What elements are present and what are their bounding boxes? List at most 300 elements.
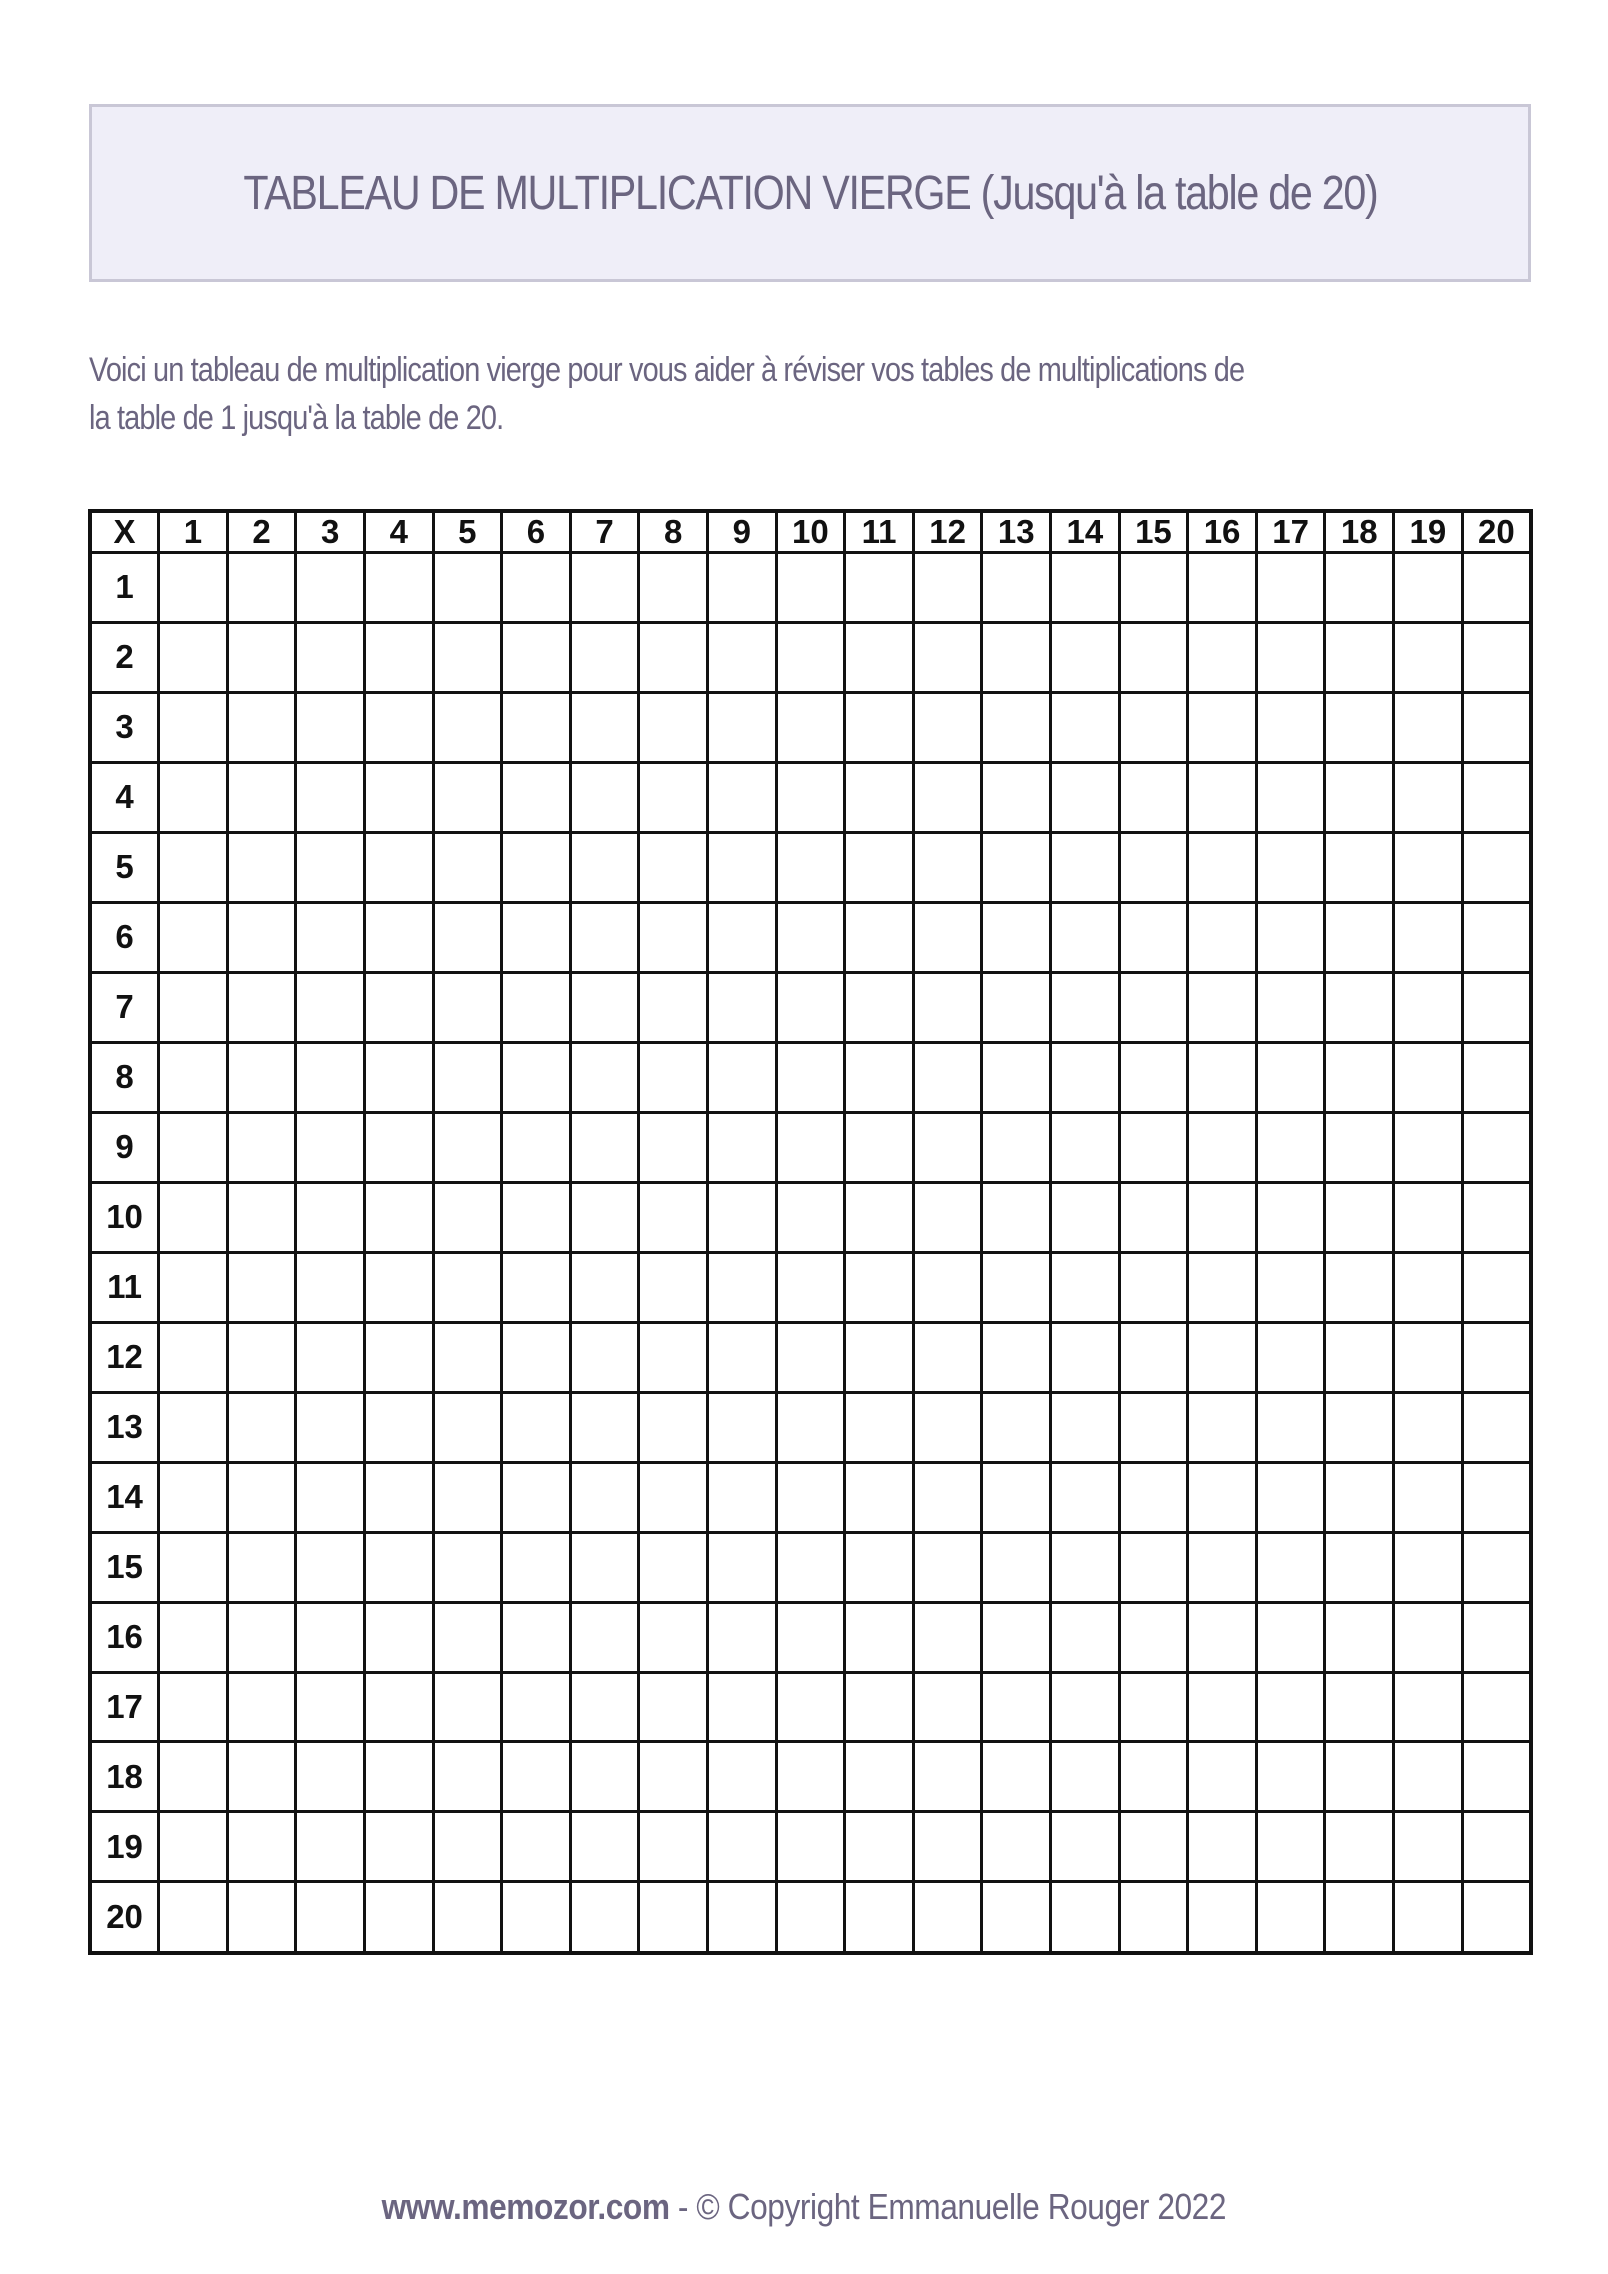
answer-cell[interactable] <box>570 553 639 623</box>
answer-cell[interactable] <box>433 1532 502 1602</box>
answer-cell[interactable] <box>913 1182 982 1252</box>
answer-cell[interactable] <box>227 622 296 692</box>
answer-cell[interactable] <box>776 1812 845 1882</box>
answer-cell[interactable] <box>982 553 1051 623</box>
answer-cell[interactable] <box>913 1602 982 1672</box>
answer-cell[interactable] <box>1462 1462 1531 1532</box>
answer-cell[interactable] <box>707 1042 776 1112</box>
answer-cell[interactable] <box>982 692 1051 762</box>
answer-cell[interactable] <box>296 832 365 902</box>
answer-cell[interactable] <box>845 1042 914 1112</box>
answer-cell[interactable] <box>1188 1602 1257 1672</box>
answer-cell[interactable] <box>159 762 228 832</box>
answer-cell[interactable] <box>296 1812 365 1882</box>
answer-cell[interactable] <box>433 1182 502 1252</box>
answer-cell[interactable] <box>1256 1812 1325 1882</box>
answer-cell[interactable] <box>364 1532 433 1602</box>
answer-cell[interactable] <box>845 762 914 832</box>
answer-cell[interactable] <box>570 1882 639 1953</box>
answer-cell[interactable] <box>1325 622 1394 692</box>
answer-cell[interactable] <box>707 1532 776 1602</box>
answer-cell[interactable] <box>502 1882 571 1953</box>
answer-cell[interactable] <box>296 553 365 623</box>
answer-cell[interactable] <box>913 972 982 1042</box>
answer-cell[interactable] <box>1188 1532 1257 1602</box>
answer-cell[interactable] <box>845 692 914 762</box>
answer-cell[interactable] <box>1256 1602 1325 1672</box>
answer-cell[interactable] <box>982 1462 1051 1532</box>
answer-cell[interactable] <box>707 1882 776 1953</box>
answer-cell[interactable] <box>982 1672 1051 1742</box>
answer-cell[interactable] <box>1394 762 1463 832</box>
answer-cell[interactable] <box>913 1882 982 1953</box>
answer-cell[interactable] <box>502 1392 571 1462</box>
answer-cell[interactable] <box>1051 972 1120 1042</box>
answer-cell[interactable] <box>433 1672 502 1742</box>
answer-cell[interactable] <box>1325 972 1394 1042</box>
answer-cell[interactable] <box>982 1882 1051 1953</box>
answer-cell[interactable] <box>1051 832 1120 902</box>
answer-cell[interactable] <box>1119 1182 1188 1252</box>
answer-cell[interactable] <box>1325 1182 1394 1252</box>
answer-cell[interactable] <box>913 692 982 762</box>
answer-cell[interactable] <box>845 1252 914 1322</box>
answer-cell[interactable] <box>159 553 228 623</box>
answer-cell[interactable] <box>1119 1462 1188 1532</box>
answer-cell[interactable] <box>296 1042 365 1112</box>
answer-cell[interactable] <box>639 1462 708 1532</box>
answer-cell[interactable] <box>707 1392 776 1462</box>
answer-cell[interactable] <box>776 1042 845 1112</box>
answer-cell[interactable] <box>1462 1602 1531 1672</box>
answer-cell[interactable] <box>913 1742 982 1812</box>
answer-cell[interactable] <box>227 1672 296 1742</box>
answer-cell[interactable] <box>433 972 502 1042</box>
answer-cell[interactable] <box>227 1182 296 1252</box>
answer-cell[interactable] <box>1394 622 1463 692</box>
answer-cell[interactable] <box>1051 1042 1120 1112</box>
answer-cell[interactable] <box>639 1182 708 1252</box>
answer-cell[interactable] <box>1256 1182 1325 1252</box>
answer-cell[interactable] <box>1394 1392 1463 1462</box>
answer-cell[interactable] <box>570 1112 639 1182</box>
answer-cell[interactable] <box>502 1602 571 1672</box>
answer-cell[interactable] <box>982 972 1051 1042</box>
answer-cell[interactable] <box>1051 1462 1120 1532</box>
answer-cell[interactable] <box>1119 1672 1188 1742</box>
answer-cell[interactable] <box>776 622 845 692</box>
answer-cell[interactable] <box>502 1042 571 1112</box>
answer-cell[interactable] <box>296 762 365 832</box>
answer-cell[interactable] <box>433 1812 502 1882</box>
answer-cell[interactable] <box>570 1392 639 1462</box>
answer-cell[interactable] <box>776 1322 845 1392</box>
answer-cell[interactable] <box>227 972 296 1042</box>
answer-cell[interactable] <box>502 1532 571 1602</box>
answer-cell[interactable] <box>1188 1252 1257 1322</box>
answer-cell[interactable] <box>639 762 708 832</box>
answer-cell[interactable] <box>1051 692 1120 762</box>
answer-cell[interactable] <box>570 1742 639 1812</box>
answer-cell[interactable] <box>1188 972 1257 1042</box>
answer-cell[interactable] <box>570 692 639 762</box>
answer-cell[interactable] <box>1119 1322 1188 1392</box>
answer-cell[interactable] <box>570 1042 639 1112</box>
answer-cell[interactable] <box>707 553 776 623</box>
answer-cell[interactable] <box>845 553 914 623</box>
answer-cell[interactable] <box>1051 1252 1120 1322</box>
answer-cell[interactable] <box>433 622 502 692</box>
answer-cell[interactable] <box>1051 553 1120 623</box>
answer-cell[interactable] <box>1462 1812 1531 1882</box>
answer-cell[interactable] <box>364 622 433 692</box>
answer-cell[interactable] <box>364 762 433 832</box>
answer-cell[interactable] <box>296 1112 365 1182</box>
answer-cell[interactable] <box>776 1742 845 1812</box>
answer-cell[interactable] <box>639 1672 708 1742</box>
answer-cell[interactable] <box>1119 1112 1188 1182</box>
answer-cell[interactable] <box>433 1252 502 1322</box>
footer-site-link[interactable]: www.memozor.com <box>381 2186 670 2227</box>
answer-cell[interactable] <box>1325 1812 1394 1882</box>
answer-cell[interactable] <box>296 1322 365 1392</box>
answer-cell[interactable] <box>227 1462 296 1532</box>
answer-cell[interactable] <box>1394 1812 1463 1882</box>
answer-cell[interactable] <box>1119 972 1188 1042</box>
answer-cell[interactable] <box>227 1882 296 1953</box>
answer-cell[interactable] <box>1051 1322 1120 1392</box>
answer-cell[interactable] <box>364 1882 433 1953</box>
answer-cell[interactable] <box>1051 622 1120 692</box>
answer-cell[interactable] <box>639 1742 708 1812</box>
answer-cell[interactable] <box>1256 1532 1325 1602</box>
answer-cell[interactable] <box>982 762 1051 832</box>
answer-cell[interactable] <box>159 1812 228 1882</box>
answer-cell[interactable] <box>1188 1742 1257 1812</box>
answer-cell[interactable] <box>1119 832 1188 902</box>
answer-cell[interactable] <box>982 832 1051 902</box>
answer-cell[interactable] <box>639 622 708 692</box>
answer-cell[interactable] <box>707 902 776 972</box>
answer-cell[interactable] <box>502 1672 571 1742</box>
answer-cell[interactable] <box>982 1182 1051 1252</box>
answer-cell[interactable] <box>1256 1252 1325 1322</box>
answer-cell[interactable] <box>776 972 845 1042</box>
answer-cell[interactable] <box>1256 1882 1325 1953</box>
answer-cell[interactable] <box>159 1252 228 1322</box>
answer-cell[interactable] <box>1119 1252 1188 1322</box>
answer-cell[interactable] <box>433 1392 502 1462</box>
answer-cell[interactable] <box>570 1532 639 1602</box>
answer-cell[interactable] <box>1394 553 1463 623</box>
answer-cell[interactable] <box>1325 1112 1394 1182</box>
answer-cell[interactable] <box>433 1322 502 1392</box>
answer-cell[interactable] <box>845 622 914 692</box>
answer-cell[interactable] <box>364 692 433 762</box>
answer-cell[interactable] <box>433 762 502 832</box>
answer-cell[interactable] <box>1188 1182 1257 1252</box>
answer-cell[interactable] <box>639 832 708 902</box>
answer-cell[interactable] <box>1256 1742 1325 1812</box>
answer-cell[interactable] <box>1256 622 1325 692</box>
answer-cell[interactable] <box>707 972 776 1042</box>
answer-cell[interactable] <box>639 1882 708 1953</box>
answer-cell[interactable] <box>639 972 708 1042</box>
answer-cell[interactable] <box>982 1112 1051 1182</box>
answer-cell[interactable] <box>845 1182 914 1252</box>
answer-cell[interactable] <box>296 902 365 972</box>
answer-cell[interactable] <box>296 1882 365 1953</box>
answer-cell[interactable] <box>913 902 982 972</box>
answer-cell[interactable] <box>913 553 982 623</box>
answer-cell[interactable] <box>776 1672 845 1742</box>
answer-cell[interactable] <box>433 1112 502 1182</box>
answer-cell[interactable] <box>296 1392 365 1462</box>
answer-cell[interactable] <box>1394 972 1463 1042</box>
answer-cell[interactable] <box>296 1182 365 1252</box>
answer-cell[interactable] <box>1051 1392 1120 1462</box>
answer-cell[interactable] <box>227 762 296 832</box>
answer-cell[interactable] <box>1188 762 1257 832</box>
answer-cell[interactable] <box>913 1812 982 1882</box>
answer-cell[interactable] <box>845 1672 914 1742</box>
answer-cell[interactable] <box>433 1882 502 1953</box>
answer-cell[interactable] <box>364 1602 433 1672</box>
answer-cell[interactable] <box>227 1742 296 1812</box>
answer-cell[interactable] <box>639 1812 708 1882</box>
answer-cell[interactable] <box>1462 1252 1531 1322</box>
answer-cell[interactable] <box>1462 553 1531 623</box>
answer-cell[interactable] <box>1325 1882 1394 1953</box>
answer-cell[interactable] <box>982 902 1051 972</box>
answer-cell[interactable] <box>1119 902 1188 972</box>
answer-cell[interactable] <box>159 1182 228 1252</box>
answer-cell[interactable] <box>707 622 776 692</box>
answer-cell[interactable] <box>433 1742 502 1812</box>
answer-cell[interactable] <box>1256 692 1325 762</box>
answer-cell[interactable] <box>845 1462 914 1532</box>
answer-cell[interactable] <box>502 1112 571 1182</box>
answer-cell[interactable] <box>1462 762 1531 832</box>
answer-cell[interactable] <box>502 622 571 692</box>
answer-cell[interactable] <box>1325 1602 1394 1672</box>
answer-cell[interactable] <box>1188 1462 1257 1532</box>
answer-cell[interactable] <box>776 1882 845 1953</box>
answer-cell[interactable] <box>1119 1392 1188 1462</box>
answer-cell[interactable] <box>159 902 228 972</box>
answer-cell[interactable] <box>1394 1462 1463 1532</box>
answer-cell[interactable] <box>913 622 982 692</box>
answer-cell[interactable] <box>1462 972 1531 1042</box>
answer-cell[interactable] <box>776 553 845 623</box>
answer-cell[interactable] <box>913 1462 982 1532</box>
answer-cell[interactable] <box>1256 1322 1325 1392</box>
answer-cell[interactable] <box>1119 692 1188 762</box>
answer-cell[interactable] <box>1462 622 1531 692</box>
answer-cell[interactable] <box>1188 1882 1257 1953</box>
answer-cell[interactable] <box>1051 1742 1120 1812</box>
answer-cell[interactable] <box>433 1602 502 1672</box>
answer-cell[interactable] <box>159 972 228 1042</box>
answer-cell[interactable] <box>502 762 571 832</box>
answer-cell[interactable] <box>227 1812 296 1882</box>
answer-cell[interactable] <box>364 972 433 1042</box>
answer-cell[interactable] <box>1325 1532 1394 1602</box>
answer-cell[interactable] <box>159 1532 228 1602</box>
answer-cell[interactable] <box>1051 1112 1120 1182</box>
answer-cell[interactable] <box>845 972 914 1042</box>
answer-cell[interactable] <box>776 1532 845 1602</box>
answer-cell[interactable] <box>1188 1812 1257 1882</box>
answer-cell[interactable] <box>1119 622 1188 692</box>
answer-cell[interactable] <box>159 1042 228 1112</box>
answer-cell[interactable] <box>159 832 228 902</box>
answer-cell[interactable] <box>913 1112 982 1182</box>
answer-cell[interactable] <box>570 1672 639 1742</box>
answer-cell[interactable] <box>1325 1252 1394 1322</box>
answer-cell[interactable] <box>1394 1042 1463 1112</box>
answer-cell[interactable] <box>845 1742 914 1812</box>
answer-cell[interactable] <box>1394 1112 1463 1182</box>
answer-cell[interactable] <box>1119 1602 1188 1672</box>
answer-cell[interactable] <box>227 1602 296 1672</box>
answer-cell[interactable] <box>1119 1742 1188 1812</box>
answer-cell[interactable] <box>845 1322 914 1392</box>
answer-cell[interactable] <box>502 1812 571 1882</box>
answer-cell[interactable] <box>1462 902 1531 972</box>
answer-cell[interactable] <box>1256 832 1325 902</box>
answer-cell[interactable] <box>776 832 845 902</box>
answer-cell[interactable] <box>639 1602 708 1672</box>
answer-cell[interactable] <box>1051 1182 1120 1252</box>
answer-cell[interactable] <box>1325 1742 1394 1812</box>
answer-cell[interactable] <box>1119 762 1188 832</box>
answer-cell[interactable] <box>776 1112 845 1182</box>
answer-cell[interactable] <box>1325 1392 1394 1462</box>
answer-cell[interactable] <box>913 762 982 832</box>
answer-cell[interactable] <box>1188 1392 1257 1462</box>
answer-cell[interactable] <box>570 972 639 1042</box>
answer-cell[interactable] <box>1188 553 1257 623</box>
answer-cell[interactable] <box>227 1322 296 1392</box>
answer-cell[interactable] <box>1119 1532 1188 1602</box>
answer-cell[interactable] <box>982 1322 1051 1392</box>
answer-cell[interactable] <box>1256 762 1325 832</box>
answer-cell[interactable] <box>639 553 708 623</box>
answer-cell[interactable] <box>570 622 639 692</box>
answer-cell[interactable] <box>364 832 433 902</box>
answer-cell[interactable] <box>639 902 708 972</box>
answer-cell[interactable] <box>776 1252 845 1322</box>
answer-cell[interactable] <box>570 832 639 902</box>
answer-cell[interactable] <box>1462 1672 1531 1742</box>
answer-cell[interactable] <box>1188 692 1257 762</box>
answer-cell[interactable] <box>707 832 776 902</box>
answer-cell[interactable] <box>982 1812 1051 1882</box>
answer-cell[interactable] <box>159 1322 228 1392</box>
answer-cell[interactable] <box>227 1042 296 1112</box>
answer-cell[interactable] <box>433 832 502 902</box>
answer-cell[interactable] <box>364 1112 433 1182</box>
answer-cell[interactable] <box>159 1672 228 1742</box>
answer-cell[interactable] <box>1394 1742 1463 1812</box>
answer-cell[interactable] <box>1256 1392 1325 1462</box>
answer-cell[interactable] <box>364 1742 433 1812</box>
answer-cell[interactable] <box>845 1112 914 1182</box>
answer-cell[interactable] <box>639 1322 708 1392</box>
answer-cell[interactable] <box>1325 762 1394 832</box>
answer-cell[interactable] <box>1462 1112 1531 1182</box>
answer-cell[interactable] <box>1394 1252 1463 1322</box>
answer-cell[interactable] <box>707 1182 776 1252</box>
answer-cell[interactable] <box>1051 762 1120 832</box>
answer-cell[interactable] <box>433 692 502 762</box>
answer-cell[interactable] <box>433 1042 502 1112</box>
answer-cell[interactable] <box>364 1672 433 1742</box>
answer-cell[interactable] <box>502 832 571 902</box>
answer-cell[interactable] <box>364 1182 433 1252</box>
answer-cell[interactable] <box>502 902 571 972</box>
answer-cell[interactable] <box>1051 1602 1120 1672</box>
answer-cell[interactable] <box>1051 902 1120 972</box>
answer-cell[interactable] <box>1188 1322 1257 1392</box>
answer-cell[interactable] <box>1462 1042 1531 1112</box>
answer-cell[interactable] <box>982 1742 1051 1812</box>
answer-cell[interactable] <box>364 1322 433 1392</box>
answer-cell[interactable] <box>296 1672 365 1742</box>
answer-cell[interactable] <box>1394 1182 1463 1252</box>
answer-cell[interactable] <box>1256 1042 1325 1112</box>
answer-cell[interactable] <box>913 832 982 902</box>
answer-cell[interactable] <box>570 902 639 972</box>
answer-cell[interactable] <box>1462 832 1531 902</box>
answer-cell[interactable] <box>570 1252 639 1322</box>
answer-cell[interactable] <box>1256 972 1325 1042</box>
answer-cell[interactable] <box>845 1882 914 1953</box>
answer-cell[interactable] <box>227 553 296 623</box>
answer-cell[interactable] <box>570 1462 639 1532</box>
answer-cell[interactable] <box>982 1042 1051 1112</box>
answer-cell[interactable] <box>159 1882 228 1953</box>
answer-cell[interactable] <box>227 692 296 762</box>
answer-cell[interactable] <box>1462 692 1531 762</box>
answer-cell[interactable] <box>1051 1812 1120 1882</box>
answer-cell[interactable] <box>845 902 914 972</box>
answer-cell[interactable] <box>913 1042 982 1112</box>
answer-cell[interactable] <box>159 1602 228 1672</box>
answer-cell[interactable] <box>845 1812 914 1882</box>
answer-cell[interactable] <box>1462 1182 1531 1252</box>
answer-cell[interactable] <box>433 553 502 623</box>
answer-cell[interactable] <box>982 622 1051 692</box>
answer-cell[interactable] <box>776 1392 845 1462</box>
answer-cell[interactable] <box>1325 1462 1394 1532</box>
answer-cell[interactable] <box>1051 1882 1120 1953</box>
answer-cell[interactable] <box>913 1392 982 1462</box>
answer-cell[interactable] <box>845 832 914 902</box>
answer-cell[interactable] <box>913 1322 982 1392</box>
answer-cell[interactable] <box>707 1112 776 1182</box>
answer-cell[interactable] <box>1188 832 1257 902</box>
answer-cell[interactable] <box>707 1672 776 1742</box>
answer-cell[interactable] <box>913 1252 982 1322</box>
answer-cell[interactable] <box>913 1672 982 1742</box>
answer-cell[interactable] <box>1119 1882 1188 1953</box>
answer-cell[interactable] <box>1188 902 1257 972</box>
answer-cell[interactable] <box>296 1602 365 1672</box>
answer-cell[interactable] <box>570 1322 639 1392</box>
answer-cell[interactable] <box>1462 1742 1531 1812</box>
